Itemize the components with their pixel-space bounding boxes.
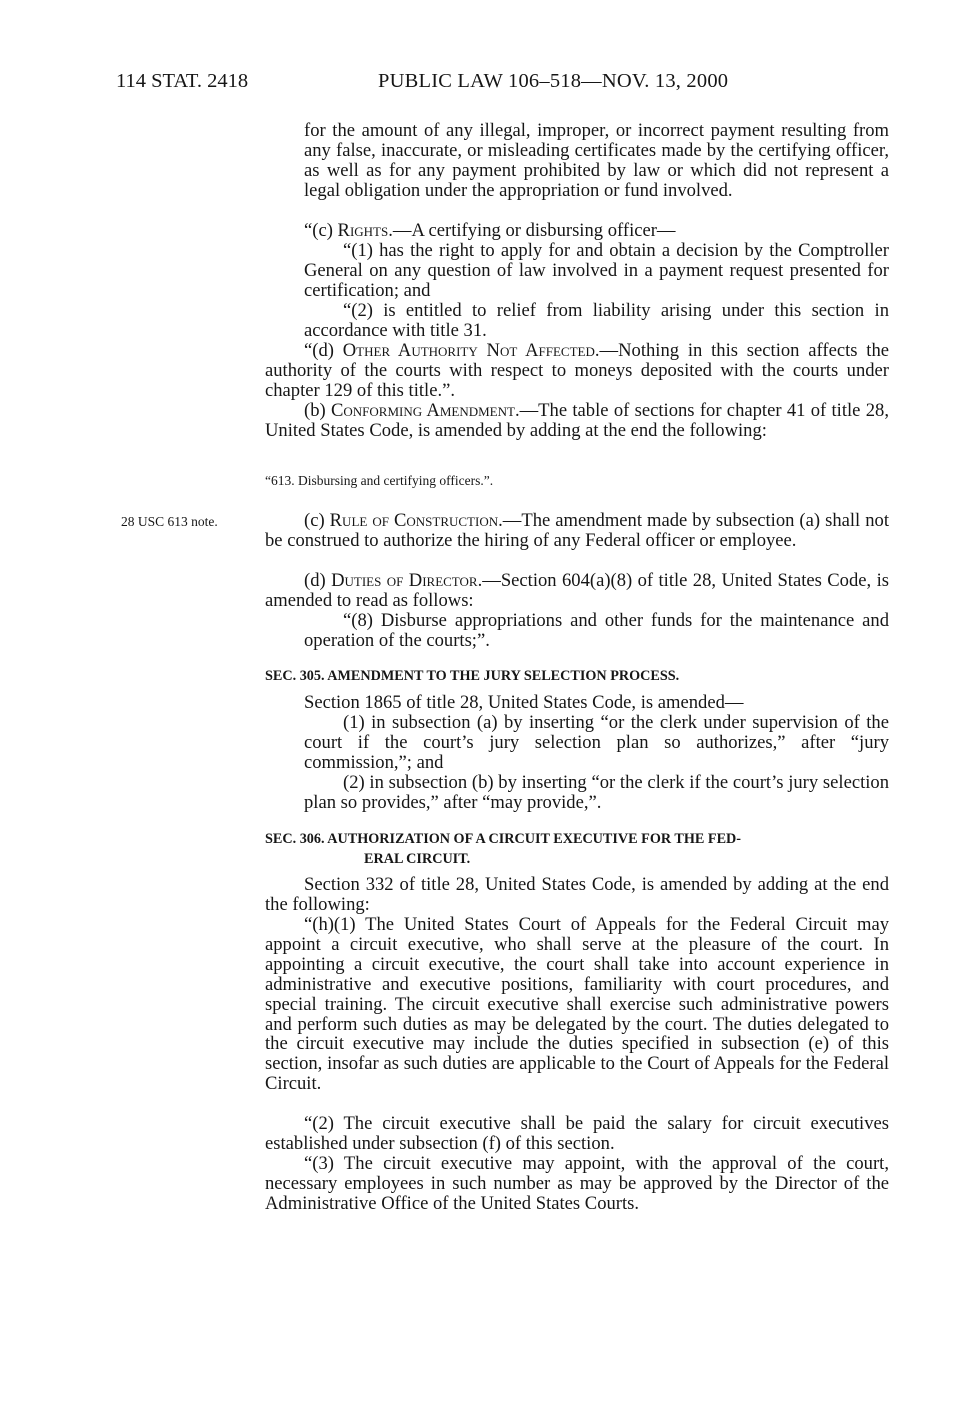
margin-note: 28 USC 613 note. xyxy=(121,514,218,529)
public-law-date: PUBLIC LAW 106–518—NOV. 13, 2000 xyxy=(378,70,729,92)
section-306-heading xyxy=(265,829,890,869)
subsection-c-rights xyxy=(304,221,889,241)
subsection-label: (d) xyxy=(304,570,332,591)
clause-c2: “(2) is entitled to relief from liability arising under this section in accordance with title 31. xyxy=(304,300,889,341)
section-305-intro: Section 1865 of title 28, United States Code, is amended— xyxy=(304,692,744,713)
paragraph-continuation: for the amount of any illegal, improper, or incorrect payment resulting from any false, inaccurate, or misleading certificates made by the certifying officer, as well as for any payment prohibited by law or which did not represent a legal obligation under the appropriation or fund involved. xyxy=(304,120,889,201)
subsection-h-2: “(2) The circuit executive shall be paid the salary for circuit executives established under subsection (f) of this section. xyxy=(265,1113,889,1154)
section-305-item-2: (2) in subsection (b) by inserting “or the clerk if the court’s jury selection plan so provides,” after “may provide,”. xyxy=(304,772,889,813)
subsection-heading: Rights xyxy=(337,220,389,241)
subsection-label: (c) xyxy=(304,510,330,531)
subsection-d-duties-of-director xyxy=(265,571,889,611)
section-306-heading-line-2: ERAL CIRCUIT. xyxy=(364,851,471,867)
subsection-text: .—A certifying or disbursing officer— xyxy=(388,220,676,241)
table-of-sections-entry: “613. Disbursing and certifying officers.”. xyxy=(265,473,494,488)
subsection-label: (b) xyxy=(304,400,331,421)
subsection-h-3: “(3) The circuit executive may appoint, with the approval of the court, necessary employees in such number as may be approved by the Director of the Administrative Office of the United States Courts. xyxy=(265,1153,889,1214)
page-header xyxy=(116,70,896,98)
subsection-heading: Duties of Director xyxy=(331,570,478,591)
paragraph-8: “(8) Disburse appropriations and other funds for the maintenance and operation of the courts;”. xyxy=(304,610,889,651)
subsection-heading: Other Authority Not Affected xyxy=(342,340,595,361)
subsection-text: .—The table of sections for chapter 41 of title 28, United States Code, is amended by adding at the end the following: xyxy=(265,400,889,441)
subsection-text: .—The amendment made by subsection (a) shall not be construed to authorize the hiring of any Federal officer or employee. xyxy=(265,510,889,551)
subsection-c-rule-of-construction xyxy=(265,511,889,551)
clause-c1: “(1) has the right to apply for and obtain a decision by the Comptroller General on any question of law involved in a payment request presented for certification; and xyxy=(304,240,889,301)
subsection-text: .—Section 604(a)(8) of title 28, United States Code, is amended to read as follows: xyxy=(265,570,889,611)
subsection-heading: Conforming Amendment xyxy=(330,400,515,421)
subsection-text: .—Nothing in this section affects the authority of the courts with respect to moneys deposited with the courts under chapter 129 of this title.”. xyxy=(265,340,889,401)
subsection-d-other-authority xyxy=(265,341,889,401)
subsection-heading: Rule of Construction xyxy=(329,510,499,531)
subsection-h-1: “(h)(1) The United States Court of Appeals for the Federal Circuit may appoint a circuit executive, who shall serve at the pleasure of the court. In appointing a circuit executive, the court shall take into account experience in administrative and executive positions, familiarity with court procedures, and special training. The circuit executive shall exercise such administrative powers and perform such duties as may be delegated by the court. The duties delegated to the circuit executive may include the duties specified in subsection (e) of this section, insofar as such duties are applicable to the Court of Appeals for the Federal Circuit. xyxy=(265,914,889,1095)
section-305-item-1: (1) in subsection (a) by inserting “or the clerk under supervision of the court if the court’s jury selection plan so authorizes,” after “jury commission,”; and xyxy=(304,712,889,773)
section-306-intro: Section 332 of title 28, United States Code, is amended by adding at the end the following: xyxy=(265,874,889,915)
section-306-heading-line-1: SEC. 306. AUTHORIZATION OF A CIRCUIT EXECUTIVE FOR THE FED- xyxy=(265,831,742,847)
section-305-heading: SEC. 305. AMENDMENT TO THE JURY SELECTION PROCESS. xyxy=(265,668,680,684)
subsection-b-conforming xyxy=(265,401,889,441)
subsection-label: “(c) xyxy=(304,220,338,241)
subsection-label: “(d) xyxy=(304,340,343,361)
statute-citation: 114 STAT. 2418 xyxy=(116,70,249,92)
